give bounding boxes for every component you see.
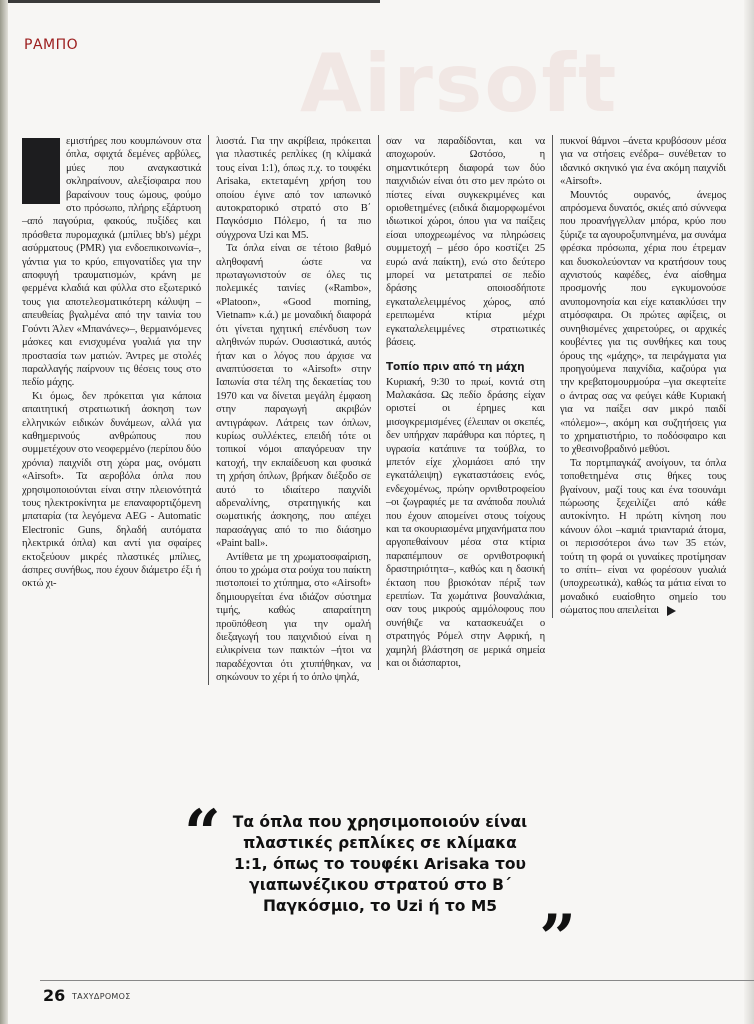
open-quote-icon: “ [184,796,221,871]
section-label: ΡΑΜΠΟ [24,37,79,53]
top-rule [0,0,380,3]
paragraph: Τα όπλα είναι σε τέτοιο βαθμό αληθοφανή ώστε να πρωταγωνιστούν σε όλες τις πολεμικές ταινίες («Rambo», «Platoon», «Good morning, Vietnam» κ.ά.) με μοναδική διαφορά ότι γίνεται ηχητική επένδυση των αληθινών πυρών. Ουσιαστικά, αυτός ήταν και ο λόγος που άρχισε να αναπτύσσεται το «Airsoft» στην Ιαπωνία στα τέλη της δεκαετίας του 1970 και να δίνεται μεγάλη έμφαση στην παραγωγή ακριβών αντιγράφων. Λάτρεις των όπλων, κυρίως συλλέκτες, επειδή τότε οι τοπικοί νόμοι απαγόρευαν την κατοχή, την εκπαίδευση και φυσικά τη χρήση όπλων, βρήκαν διέξοδο σε αυτό το ιδιαίτερο παιχνίδι αδρεναλίνης, στρατηγικής και σωματικής άσκησης, που απέχει παρασάγγας από το πιο διάσημο «Paint ball». [216,243,371,550]
pull-quote-block [184,796,576,976]
paragraph: εμιστήρες που κουμπώνουν στα όπλα, σφιχτά δεμένες αρβύλες, μύες που αναγκαστικά σκληραίνουν, αλεξίσφαιρα που βαραίνουν τους ώμους, φούμο στο πρόσωπο, πλήρης εξάρτυση –από παγούρια, φακούς, πυξίδες και πρόσθετα πυρομαχικά (μπίλιες bb's) μέχρι ασύρματους (PMR) για ενδοεπικοινωνία–, γάντια για το κρύο, επιγονατίδες για την αποφυγή τραυματισμών, κράνη με φερμένα κλαδιά και φύλλα στο εξωτερικό τους για αποτελεσματικότερη κάλυψη –απευθείας βγαλμένα από την ταινία του Γούντι Άλεν «Μπανάνες»–, θερμαινόμενες μάσκες και ενισχυμένα γυαλιά για την προστασία των ματιών. Άντρες με στολές παραλλαγής παίρνουν τις θέσεις τους στο πεδίο μάχης. [22,136,201,389]
paragraph [560,457,726,618]
page-right-edge [744,0,754,1024]
footer-rule [40,980,754,981]
page-number: 26 [43,986,66,1005]
paragraph-text: Τα πορτμπαγκάζ ανοίγουν, τα όπλα τοποθετημένα στις θήκες τους βγαίνουν, μαζί τους και ένα τσουνάμι πώρωσης ξεχειλίζει από κάθε αυτοκίνητο. Η πρώτη κίνηση που κάνουν όλοι –καμιά τριανταριά άτομα, οι περισσότεροι άνω των 35 ετών, τούτη τη φορά οι γυναίκες προτίμησαν το σπίτι– είναι να φορέσουν γυαλιά (υποχρεωτικά), καθώς τα μάτια είναι το μοναδικό ευαίσθητο σημείο του σώματος που απειλείται [560,457,726,617]
drop-cap [22,138,60,204]
paragraph: Μουντός ουρανός, άνεμος απρόσμενα δυνατός, σκιές από σύννεφα που προανήγγελλαν μπόρα, κρύο που ξύριζε τα αγουροξυπνημένα, μα συνάμα φρέσκα πρόσωπα, χέρια που έτρεμαν και δυσκολεύονταν να κρατήσουν τους αχνιστούς καφέδες, ένα αίσθημα προσμονής που εγκυμονούσε ανυπομονησία και είχε κατακλύσει την ατμόσφαιρα. Οι πρώτες αφίξεις, οι συνηθισμένες χαιρετούρες, οι αρχικές κουβέντες για τις συνθήκες και τους όρους της «μάχης», τα πειράγματα για προηγούμενα παιχνίδια, καζούρα για την κρεβατομουρμούρα –για σκεφτείτε ο άντρας σας να φεύγει κάθε Κυριακή για να παίξει σαν μικρό παιδί «πόλεμο»–, ακόμη και συζητήσεις για το χρηματιστήριο, το ποδόσφαιρο και το χθεσινοβραδινό μεθύσι. [560,189,726,456]
paragraph: πυκνοί θάμνοι –άνετα κρυβόσουν μέσα για να στήσεις ενέδρα– συνέθεταν το ιδανικό σκηνικό για ένα ακόμη παιχνίδι «Airsoft». [560,136,726,188]
paragraph: Κι όμως, δεν πρόκειται για κάποια απαιτητική στρατιωτική άσκηση των ελληνικών ειδικών δυνάμεων, αλλά για καθημερινούς ανθρώπους που συμμετέχουν στο νεοφερμένο (περίπου δύο χρόνια) παιχνίδι στη χώρα μας, ονόματι «Airsoft». Τα αεροβόλα όπλα που χρησιμοποιούνται είναι στην πλειονότητά τους ηλεκτροκίνητα με επαναφορτιζόμενη μπαταρία (τα λεγόμενα AEG - Automatic Electronic Guns, δηλαδή αυτόματα ηλεκτρικά όπλα) και αντί για σφαίρες εκτοξεύουν μικρές πλαστικές μπίλιες, άσπρες συνήθως, που έχουν διάμετρο έξι ή οκτώ χι- [22,390,201,590]
column-4 [552,135,726,618]
paragraph: Αντίθετα με τη χρωματοσφαίριση, όπου το χρώμα στα ρούχα του παίκτη πιστοποιεί το χτύπημα, στο «Airsoft» δημιουργείται ένα ιδιάζον σύστημα τιμής, καθώς απαραίτητη προϋπόθεση για την ομαλή διεξαγωγή του παιχνιδιού είναι η ειλικρίνεια των παικτών –ήτοι να παραδέχονται ότι χτυπήθηκαν, να σηκώνουν το χέρι ή το όπλο ψηλά, [216,551,371,684]
paragraph: λιοστά. Για την ακρίβεια, πρόκειται για πλαστικές ρεπλίκες (η κλίμακά τους είναι 1:1), όπως π.χ. το τουφέκι Arisaka, εκτεταμένη χρήση του οποίου έγινε από τον ιαπωνικό αυτοκρατορικό στρατό στο Β΄ Παγκόσμιο Πόλεμο, ή τα πιο σύγχρονα Uzi και M5. [216,136,371,241]
close-quote-icon: ” [539,901,576,976]
article-body [22,135,726,685]
magazine-name: ΤΑΧΥΔΡΟΜΟΣ [72,992,131,1001]
continue-arrow-icon [667,606,676,616]
subheading: Τοπίο πριν από τη μάχη [386,360,525,373]
paragraph: Κυριακή, 9:30 το πρωί, κοντά στη Μαλακάσα. Ως πεδίο δράσης είχαν οριστεί οι έρημες και μισογκρεμισμένες (έλειπαν οι σκεπές, δεν υπήρχαν παράθυρα και πόρτες, η υγρασία κατάπινε τα τούβλα, το μπετόν είχε χλομιάσει από την εγκατάλειψη) εγκαταστάσεις ενός, ενδεχομένως, πρώην ορνιθοτροφείου –οι ζωγραφιές με τα ανάποδα πουλιά που έχουν απομείνει στους τοίχους και τα σκουριασμένα μηχανήματα που αργοπεθαίνουν μέσα στα κτίρια παραπέμπουν σε ορνιθοτροφική δραστηριότητα–, καθώς και η δασική έκταση που βρισκόταν πέριξ των ερειπίων. Τα χωμάτινα βουναλάκια, σαν τους μικρούς αμμόλοφους που συνήθιζε να κατασκευάζει ο στρατηγός Ρόμελ στην Αφρική, η χαμηλή βλάστηση σε μερικά σημεία και οι διάσπαρτοι, [386,376,545,670]
column-3 [378,135,552,670]
title-watermark: Airsoft [300,37,619,130]
paragraph: σαν να παραδίδονται, και να αποχωρούν. Ωστόσο, η σημαντικότερη διαφορά των δύο παιχνιδιών είναι ότι στο μεν πρώτο οι πίστες είναι συγκεκριμένες και οριοθετημένες (ειδικά διαμορφωμένοι ιδιωτικοί χώροι, όπου για να παίξεις είσαι υποχρεωμένος να πληρώσεις συμμετοχή – μέσο όρο κοστίζει 25 ευρώ ανά παίκτη), ενώ στο δεύτερο μπορεί να μετατραπεί σε πεδίο δράσης οποιοσδήποτε εγκαταλελειμμένος χώρος, από ερειπωμένα κτίρια μέχρι εγκαταλελειμμένες στρατιωτικές βάσεις. [386,136,545,349]
pull-quote: Τα όπλα που χρησιμοποιούν είναι πλαστικές ρεπλίκες σε κλίμακα 1:1, όπως το τουφέκι Arisaka του γιαπωνέζικου στρατού στο Β΄ Παγκόσμιο, το Uzi ή το M5 [232,813,528,915]
column-1 [22,135,208,591]
column-2 [208,135,378,685]
page-binding-edge [0,0,8,1024]
